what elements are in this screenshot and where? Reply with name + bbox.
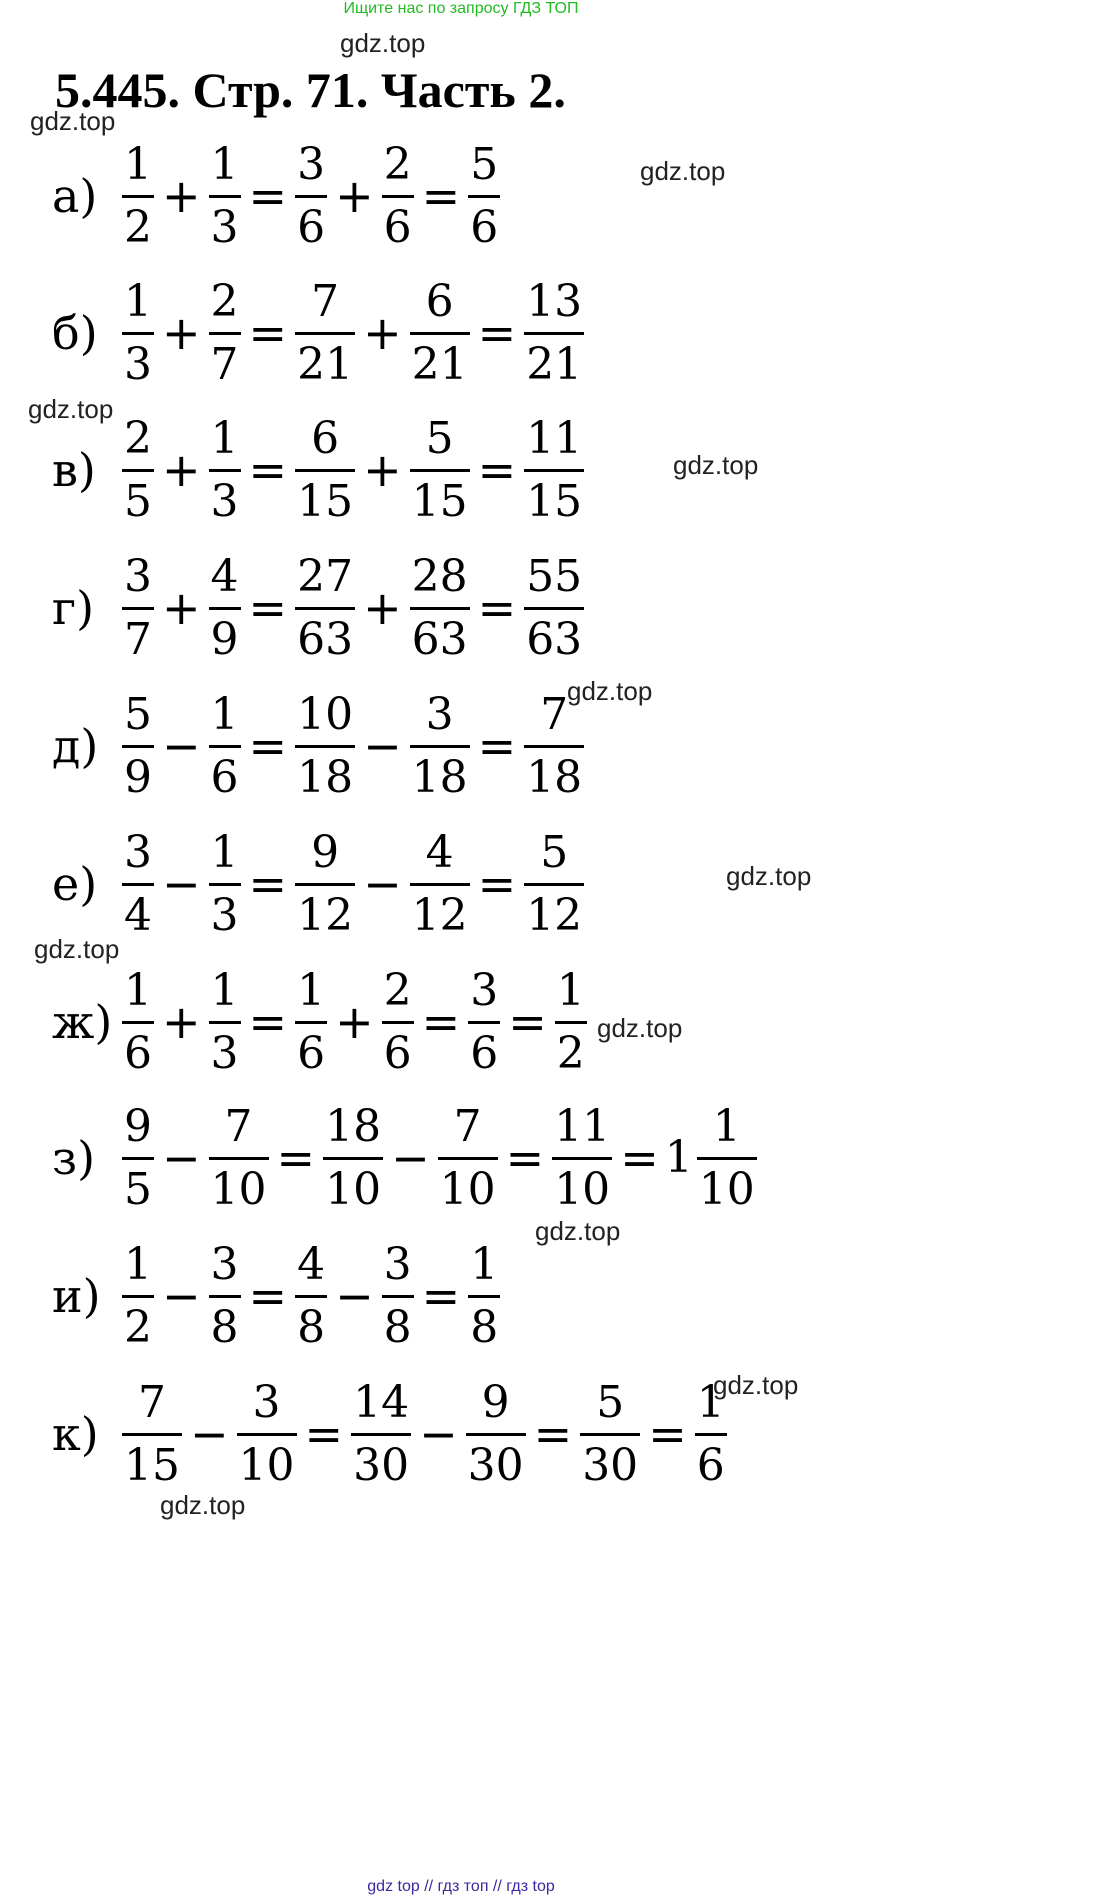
denominator: 5 — [122, 1157, 154, 1216]
fraction — [118, 689, 158, 804]
fraction — [406, 413, 474, 528]
numerator: 9 — [481, 1376, 510, 1428]
watermark: gdz.top — [340, 28, 426, 58]
denominator: 6 — [382, 195, 414, 254]
fraction — [520, 551, 588, 666]
operator: = — [505, 1131, 545, 1185]
fraction — [118, 1239, 158, 1354]
numerator: 9 — [124, 1100, 152, 1152]
item-label: а) — [52, 169, 98, 223]
operator: = — [477, 306, 517, 360]
watermark: gdz.top — [535, 1216, 621, 1246]
operator: + — [363, 443, 402, 497]
denominator: 3 — [209, 1021, 241, 1080]
fraction — [347, 1377, 415, 1492]
denominator: 6 — [382, 1021, 414, 1080]
numerator: 1 — [210, 412, 239, 464]
fraction — [406, 689, 474, 804]
whole-part: 1 — [664, 1132, 693, 1183]
numerator: 5 — [596, 1376, 625, 1428]
numerator: 3 — [470, 964, 499, 1016]
fraction — [291, 689, 359, 804]
equation-row — [52, 275, 588, 391]
item-label: г) — [52, 581, 95, 635]
item-label: в) — [52, 443, 96, 497]
operator: = — [421, 169, 461, 223]
operator: + — [162, 306, 201, 360]
operator: = — [533, 1407, 573, 1461]
numerator: 3 — [297, 138, 326, 190]
operator: = — [477, 857, 517, 911]
fraction — [406, 551, 474, 666]
watermark: gdz.top — [28, 394, 114, 424]
denominator: 3 — [209, 195, 241, 254]
fraction — [434, 1101, 502, 1216]
numerator: 2 — [210, 275, 239, 327]
fraction — [319, 1101, 387, 1216]
item-label: к) — [52, 1407, 99, 1461]
denominator: 3 — [122, 332, 154, 391]
numerator: 5 — [124, 688, 152, 740]
fraction — [233, 1377, 301, 1492]
denominator: 21 — [524, 332, 584, 391]
denominator: 18 — [295, 745, 355, 804]
fraction — [551, 965, 591, 1080]
equation-row — [52, 688, 588, 804]
denominator: 30 — [580, 1433, 640, 1492]
operator: − — [162, 719, 201, 773]
fraction — [520, 413, 588, 528]
watermark: gdz.top — [640, 156, 726, 186]
numerator: 1 — [124, 964, 152, 1016]
operator: = — [421, 1269, 461, 1323]
fraction — [291, 551, 359, 666]
numerator: 6 — [311, 412, 340, 464]
fraction — [520, 276, 588, 391]
equation — [118, 413, 588, 528]
denominator: 12 — [295, 883, 355, 942]
numerator: 14 — [353, 1376, 410, 1428]
numerator: 1 — [470, 1238, 499, 1290]
fraction — [464, 1239, 504, 1354]
operator: = — [248, 306, 288, 360]
equation — [118, 689, 588, 804]
numerator: 1 — [210, 688, 239, 740]
equation — [118, 551, 588, 666]
numerator: 2 — [124, 412, 152, 464]
numerator: 2 — [383, 964, 412, 1016]
operator: − — [363, 857, 402, 911]
numerator: 1 — [124, 275, 152, 327]
denominator: 9 — [122, 745, 154, 804]
denominator: 10 — [552, 1157, 612, 1216]
item-label: ж) — [52, 995, 113, 1049]
watermark: gdz.top — [726, 861, 812, 891]
numerator: 7 — [453, 1100, 482, 1152]
denominator: 15 — [122, 1433, 182, 1492]
operator: = — [276, 1131, 316, 1185]
denominator: 63 — [295, 607, 355, 666]
operator: − — [162, 1269, 201, 1323]
fraction — [464, 965, 504, 1080]
numerator: 1 — [210, 138, 239, 190]
fraction — [693, 1101, 761, 1216]
equation — [118, 276, 588, 391]
numerator: 7 — [540, 688, 569, 740]
denominator: 8 — [382, 1295, 414, 1354]
page-title: 5.445. Стр. 71. Часть 2. — [55, 62, 566, 118]
fraction — [205, 689, 245, 804]
numerator: 55 — [526, 550, 583, 602]
fraction — [291, 276, 359, 391]
denominator: 8 — [468, 1295, 500, 1354]
denominator: 5 — [122, 469, 154, 528]
fraction — [205, 1101, 273, 1216]
watermark: gdz.top — [34, 934, 120, 964]
operator: = — [248, 719, 288, 773]
item-label: и) — [52, 1269, 101, 1323]
operator: = — [248, 1269, 288, 1323]
operator: = — [477, 581, 517, 635]
numerator: 3 — [252, 1376, 281, 1428]
denominator: 10 — [237, 1433, 297, 1492]
footer-banner[interactable]: gdz top // гдз топ // гдз top — [367, 1878, 555, 1895]
denominator: 18 — [410, 745, 470, 804]
fraction — [118, 413, 158, 528]
operator: = — [477, 443, 517, 497]
fraction — [118, 551, 158, 666]
denominator: 8 — [209, 1295, 241, 1354]
operator: = — [508, 995, 547, 1049]
numerator: 1 — [712, 1100, 741, 1152]
numerator: 18 — [325, 1100, 382, 1152]
operator: + — [335, 995, 374, 1049]
denominator: 15 — [524, 469, 584, 528]
fraction — [576, 1377, 644, 1492]
equation-row — [52, 1100, 761, 1216]
numerator: 1 — [210, 964, 239, 1016]
numerator: 9 — [311, 826, 340, 878]
fraction — [520, 827, 588, 942]
numerator: 1 — [210, 826, 239, 878]
fraction — [291, 139, 331, 254]
numerator: 13 — [526, 275, 583, 327]
operator: + — [363, 581, 402, 635]
numerator: 1 — [124, 1238, 152, 1290]
denominator: 2 — [122, 195, 154, 254]
operator: + — [162, 443, 201, 497]
denominator: 18 — [524, 745, 584, 804]
operator: − — [363, 719, 402, 773]
operator: − — [162, 857, 201, 911]
fraction — [462, 1377, 530, 1492]
operator: + — [363, 306, 402, 360]
fraction — [205, 551, 245, 666]
operator: − — [162, 1131, 201, 1185]
denominator: 6 — [295, 195, 327, 254]
denominator: 30 — [351, 1433, 411, 1492]
fraction — [205, 139, 245, 254]
fraction — [548, 1101, 616, 1216]
operator: = — [248, 443, 288, 497]
denominator: 30 — [466, 1433, 526, 1492]
numerator: 1 — [297, 964, 326, 1016]
denominator: 6 — [468, 195, 500, 254]
numerator: 11 — [526, 412, 583, 464]
numerator: 4 — [210, 550, 239, 602]
fraction — [118, 139, 158, 254]
denominator: 9 — [209, 607, 241, 666]
denominator: 7 — [122, 607, 154, 666]
operator: − — [190, 1407, 229, 1461]
fraction — [205, 413, 245, 528]
operator: = — [248, 995, 288, 1049]
fraction — [205, 276, 245, 391]
numerator: 7 — [311, 275, 340, 327]
fraction — [291, 413, 359, 528]
watermark: gdz.top — [673, 450, 759, 480]
operator: − — [335, 1269, 374, 1323]
denominator: 6 — [468, 1021, 500, 1080]
watermark: gdz.top — [597, 1013, 683, 1043]
numerator: 27 — [297, 550, 354, 602]
denominator: 3 — [209, 469, 241, 528]
denominator: 15 — [295, 469, 355, 528]
denominator: 6 — [209, 745, 241, 804]
equation — [118, 965, 591, 1080]
operator: = — [477, 719, 517, 773]
denominator: 6 — [122, 1021, 154, 1080]
watermark: gdz.top — [160, 1490, 246, 1520]
numerator: 10 — [297, 688, 354, 740]
operator: = — [620, 1131, 659, 1185]
denominator: 10 — [438, 1157, 498, 1216]
header-banner[interactable]: Ищите нас по запросу ГДЗ ТОП — [343, 0, 579, 17]
fraction — [118, 965, 158, 1080]
operator: = — [421, 995, 461, 1049]
numerator: 6 — [425, 275, 454, 327]
item-label: б) — [52, 306, 98, 360]
fraction — [464, 139, 504, 254]
numerator: 2 — [383, 138, 412, 190]
fraction — [378, 139, 418, 254]
numerator: 1 — [696, 1376, 725, 1428]
denominator: 10 — [323, 1157, 383, 1216]
equation-row — [52, 1238, 504, 1354]
operator: = — [304, 1407, 344, 1461]
numerator: 3 — [425, 688, 454, 740]
denominator: 21 — [295, 332, 355, 391]
numerator: 3 — [124, 550, 152, 602]
denominator: 6 — [295, 1021, 327, 1080]
operator: + — [162, 169, 201, 223]
numerator: 3 — [124, 826, 152, 878]
operator: + — [335, 169, 374, 223]
fraction — [291, 1239, 331, 1354]
fraction — [378, 1239, 418, 1354]
denominator: 12 — [524, 883, 584, 942]
numerator: 1 — [556, 964, 585, 1016]
operator: = — [248, 169, 288, 223]
numerator: 5 — [425, 412, 454, 464]
watermark: gdz.top — [713, 1370, 799, 1400]
fraction — [118, 1101, 158, 1216]
equation — [118, 827, 588, 942]
item-label: з) — [52, 1131, 96, 1185]
fraction — [378, 965, 418, 1080]
denominator: 2 — [555, 1021, 587, 1080]
numerator: 5 — [540, 826, 569, 878]
equation-row — [52, 964, 591, 1080]
operator: = — [248, 581, 288, 635]
watermark: gdz.top — [567, 676, 653, 706]
equation-row — [52, 550, 588, 666]
equation-row — [52, 412, 588, 528]
denominator: 63 — [524, 607, 584, 666]
operator: = — [248, 857, 288, 911]
operator: − — [419, 1407, 458, 1461]
fraction — [118, 276, 158, 391]
numerator: 11 — [554, 1100, 611, 1152]
fraction — [118, 827, 158, 942]
denominator: 2 — [122, 1295, 154, 1354]
fraction — [205, 827, 245, 942]
numerator: 1 — [124, 138, 152, 190]
denominator: 63 — [410, 607, 470, 666]
numerator: 7 — [138, 1376, 166, 1428]
equation — [118, 1101, 761, 1216]
fraction — [291, 965, 331, 1080]
numerator: 4 — [425, 826, 454, 878]
operator: + — [162, 995, 201, 1049]
equation-row — [52, 138, 504, 254]
denominator: 4 — [122, 883, 154, 942]
fraction — [205, 1239, 245, 1354]
numerator: 5 — [470, 138, 499, 190]
numerator: 4 — [297, 1238, 326, 1290]
operator: − — [391, 1131, 430, 1185]
denominator: 10 — [697, 1157, 757, 1216]
item-label: д) — [52, 719, 99, 773]
fraction — [406, 276, 474, 391]
denominator: 7 — [209, 332, 241, 391]
equation — [118, 1239, 504, 1354]
watermark: gdz.top — [30, 106, 116, 136]
equation — [118, 1377, 731, 1492]
fraction — [291, 827, 359, 942]
item-label: е) — [52, 857, 98, 911]
denominator: 8 — [295, 1295, 327, 1354]
denominator: 10 — [209, 1157, 269, 1216]
numerator: 3 — [210, 1238, 239, 1290]
operator: = — [648, 1407, 687, 1461]
denominator: 12 — [410, 883, 470, 942]
equation — [118, 139, 504, 254]
operator: + — [162, 581, 201, 635]
denominator: 3 — [209, 883, 241, 942]
numerator: 28 — [411, 550, 468, 602]
equation-row — [52, 826, 588, 942]
fraction — [406, 827, 474, 942]
numerator: 7 — [224, 1100, 253, 1152]
fraction — [118, 1377, 186, 1492]
denominator: 6 — [695, 1433, 727, 1492]
denominator: 15 — [410, 469, 470, 528]
equation-row — [52, 1376, 731, 1492]
fraction — [205, 965, 245, 1080]
numerator: 3 — [383, 1238, 412, 1290]
denominator: 21 — [410, 332, 470, 391]
